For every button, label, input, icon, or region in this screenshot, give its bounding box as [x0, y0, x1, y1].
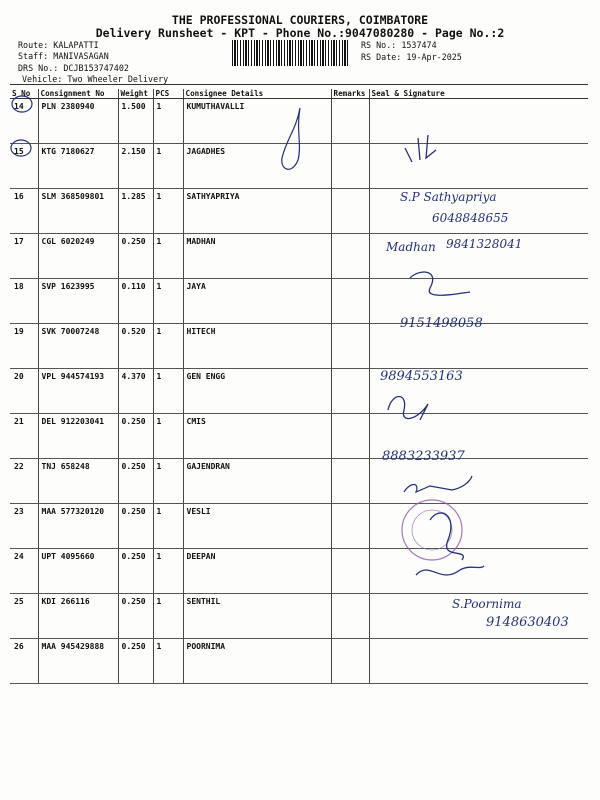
cell-consignee: VESLI	[183, 504, 331, 549]
cell-consignment: MAA 945429888	[38, 639, 118, 684]
cell-consignee: GAJENDRAN	[183, 459, 331, 504]
cell-consignee: CMIS	[183, 414, 331, 459]
cell-sno: 20	[10, 369, 38, 414]
cell-remarks	[331, 279, 369, 324]
cell-remarks	[331, 504, 369, 549]
cell-signature	[369, 279, 588, 324]
cell-remarks	[331, 189, 369, 234]
cell-signature	[369, 99, 588, 144]
cell-weight: 4.370	[118, 369, 153, 414]
handwritten-phone-26: 9148630403	[486, 615, 569, 630]
rs-number: RS No.: 1537474	[361, 40, 437, 50]
table-row	[10, 144, 588, 189]
cell-signature	[369, 144, 588, 189]
vehicle-label: Vehicle: Two Wheeler Delivery	[22, 74, 169, 84]
cell-signature	[369, 549, 588, 594]
cell-consignee: JAGADHES	[183, 144, 331, 189]
cell-consignment: PLN 2380940	[38, 99, 118, 144]
table-row	[10, 549, 588, 594]
barcode	[232, 40, 350, 66]
cell-consignee: JAYA	[183, 279, 331, 324]
table-row	[10, 99, 588, 144]
cell-consignment: CGL 6020249	[38, 234, 118, 279]
handwritten-phone-20: 9894553163	[380, 369, 463, 384]
cell-remarks	[331, 234, 369, 279]
cell-pcs: 1	[153, 594, 183, 639]
table-row	[10, 324, 588, 369]
cell-pcs: 1	[153, 504, 183, 549]
cell-weight: 0.250	[118, 234, 153, 279]
cell-weight: 1.285	[118, 189, 153, 234]
table-row	[10, 189, 588, 234]
cell-pcs: 1	[153, 99, 183, 144]
cell-consignment: SVP 1623995	[38, 279, 118, 324]
runsheet-table	[10, 89, 588, 684]
handwritten-name-26: S.Poornima	[452, 597, 522, 611]
cell-signature	[369, 504, 588, 549]
cell-sno: 18	[10, 279, 38, 324]
cell-weight: 0.250	[118, 414, 153, 459]
col-pcs: PCS	[153, 89, 183, 99]
cell-pcs: 1	[153, 189, 183, 234]
header-divider	[10, 84, 588, 85]
rs-date: RS Date: 19-Apr-2025	[361, 52, 462, 62]
col-weight: Weight	[118, 89, 153, 99]
cell-remarks	[331, 369, 369, 414]
table-row	[10, 234, 588, 279]
cell-remarks	[331, 324, 369, 369]
cell-consignee: DEEPAN	[183, 549, 331, 594]
cell-pcs: 1	[153, 459, 183, 504]
staff-label: Staff: MANIVASAGAN	[18, 51, 109, 61]
cell-weight: 0.250	[118, 504, 153, 549]
cell-sno: 14	[10, 99, 38, 144]
cell-consignment: DEL 912203041	[38, 414, 118, 459]
cell-pcs: 1	[153, 414, 183, 459]
cell-remarks	[331, 99, 369, 144]
table-row	[10, 504, 588, 549]
cell-sno: 23	[10, 504, 38, 549]
cell-consignee: SATHYAPRIYA	[183, 189, 331, 234]
handwritten-phone-16: 6048848655	[432, 211, 509, 225]
table-row	[10, 279, 588, 324]
cell-pcs: 1	[153, 369, 183, 414]
table-row	[10, 369, 588, 414]
table-row	[10, 459, 588, 504]
table-row	[10, 594, 588, 639]
col-remarks: Remarks	[331, 89, 369, 99]
table-header-row	[10, 89, 588, 99]
cell-pcs: 1	[153, 549, 183, 594]
cell-signature	[369, 234, 588, 279]
handwritten-phone-17: 9841328041	[446, 237, 523, 251]
cell-sno: 24	[10, 549, 38, 594]
cell-sno: 19	[10, 324, 38, 369]
handwritten-phone-19: 9151498058	[400, 316, 483, 331]
cell-consignment: VPL 944574193	[38, 369, 118, 414]
cell-sno: 26	[10, 639, 38, 684]
cell-sno: 15	[10, 144, 38, 189]
cell-sno: 22	[10, 459, 38, 504]
cell-remarks	[331, 549, 369, 594]
cell-consignment: KTG 7180627	[38, 144, 118, 189]
cell-signature	[369, 639, 588, 684]
cell-sno: 25	[10, 594, 38, 639]
cell-pcs: 1	[153, 234, 183, 279]
cell-consignment: UPT 4095660	[38, 549, 118, 594]
cell-consignee: SENTHIL	[183, 594, 331, 639]
cell-consignment: MAA 577320120	[38, 504, 118, 549]
cell-signature	[369, 324, 588, 369]
cell-signature	[369, 369, 588, 414]
col-sno: S No	[10, 89, 38, 99]
runsheet-subtitle: Delivery Runsheet - KPT - Phone No.:9047080280 - Page No.:2	[95, 26, 505, 40]
cell-weight: 0.250	[118, 594, 153, 639]
cell-signature	[369, 189, 588, 234]
cell-weight: 1.500	[118, 99, 153, 144]
cell-weight: 0.110	[118, 279, 153, 324]
cell-consignee: HITECH	[183, 324, 331, 369]
cell-consignee: GEN ENGG	[183, 369, 331, 414]
company-title: THE PROFESSIONAL COURIERS, COIMBATORE	[171, 13, 429, 27]
cell-weight: 0.520	[118, 324, 153, 369]
cell-sno: 16	[10, 189, 38, 234]
cell-consignee: MADHAN	[183, 234, 331, 279]
cell-pcs: 1	[153, 324, 183, 369]
cell-weight: 0.250	[118, 459, 153, 504]
cell-remarks	[331, 459, 369, 504]
handwritten-phone-22: 8883233937	[382, 449, 465, 464]
cell-consignment: KDI 266116	[38, 594, 118, 639]
cell-remarks	[331, 639, 369, 684]
cell-weight: 0.250	[118, 639, 153, 684]
drs-label: DRS No.: DCJB153747402	[18, 63, 129, 73]
route-label: Route: KALAPATTI	[18, 40, 99, 50]
cell-consignment: SLM 368509801	[38, 189, 118, 234]
cell-pcs: 1	[153, 279, 183, 324]
cell-remarks	[331, 414, 369, 459]
cell-signature	[369, 459, 588, 504]
cell-remarks	[331, 594, 369, 639]
cell-signature	[369, 414, 588, 459]
cell-consignee: KUMUTHAVALLI	[183, 99, 331, 144]
handwritten-name-16: S.P Sathyapriya	[400, 190, 497, 204]
cell-pcs: 1	[153, 144, 183, 189]
cell-consignment: TNJ 658248	[38, 459, 118, 504]
cell-sno: 21	[10, 414, 38, 459]
table-row	[10, 639, 588, 684]
handwritten-name-17: Madhan	[386, 240, 436, 254]
cell-pcs: 1	[153, 639, 183, 684]
table-row	[10, 414, 588, 459]
col-consignment: Consignment No	[38, 89, 118, 99]
cell-sno: 17	[10, 234, 38, 279]
cell-signature	[369, 594, 588, 639]
cell-weight: 0.250	[118, 549, 153, 594]
cell-consignment: SVK 70007248	[38, 324, 118, 369]
cell-remarks	[331, 144, 369, 189]
cell-consignee: POORNIMA	[183, 639, 331, 684]
col-consignee: Consignee Details	[183, 89, 331, 99]
cell-weight: 2.150	[118, 144, 153, 189]
col-signature: Seal & Signature	[369, 89, 588, 99]
